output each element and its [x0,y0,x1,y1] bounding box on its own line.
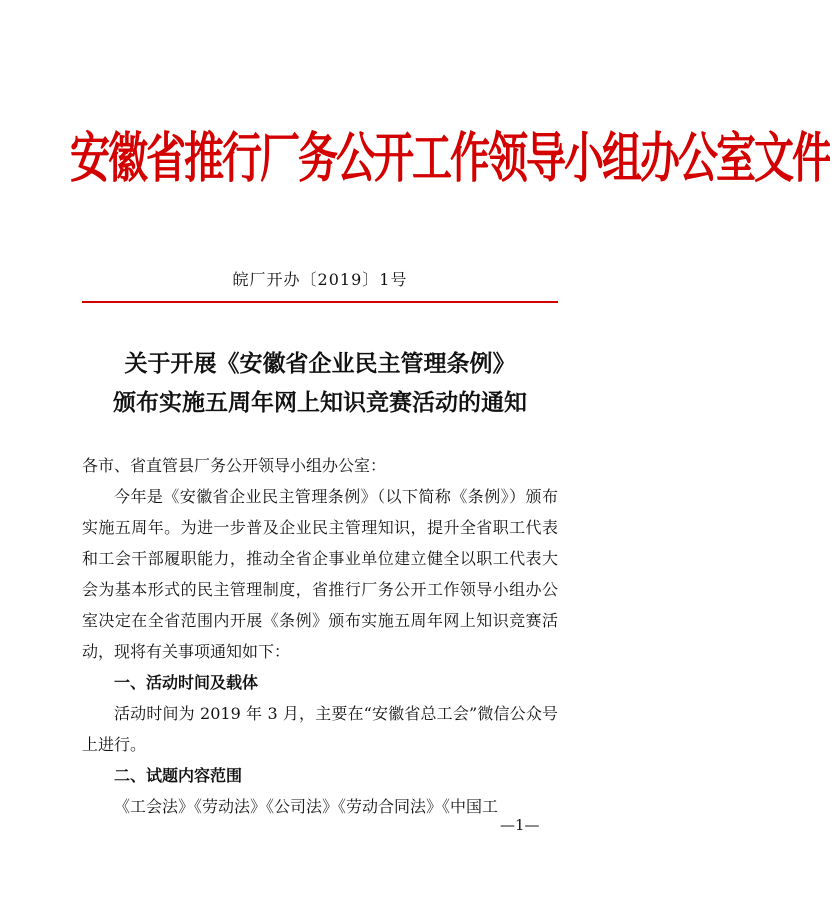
notice-title-line-1: 关于开展《安徽省企业民主管理条例》 [124,350,516,377]
document-number: 皖厂开办〔2019〕1号 [232,270,408,289]
section-1-heading: 一、活动时间及载体 [114,673,259,692]
addressee: 各市、省直管县厂务公开领导小组办公室： [82,456,387,475]
notice-title-line-2: 颁布实施五周年网上知识竞赛活动的通知 [113,389,527,416]
section-2-paragraph: 《工会法》《劳动法》《公司法》《劳动合同法》《中国工 [114,797,499,816]
page-number: —1— [500,816,540,834]
section-2-heading: 二、试题内容范围 [114,766,243,785]
issuing-office-title: 安徽省推行厂务公开工作领导小组办公室文件 [70,126,830,191]
intro-paragraph: 今年是《安徽省企业民主管理条例》（以下简称《条例》）颁布实施五周年。为进一步普及企业民主管理知识，提升全省职工代表和工会干部履职能力，推动全省企事业单位建立健全以职工代表大会为基本形式的民主管理制度，省推行厂务公开工作领导小组办公室决定在全省范围内开展《条例》颁布实施五周年网上知识竞赛活动，现将有关事项通知如下： [82,487,558,661]
section-1-paragraph: 活动时间为 2019 年 3 月，主要在“安徽省总工会”微信公众号上进行。 [82,704,558,754]
red-divider-line [82,301,558,303]
notice-body [82,450,558,822]
